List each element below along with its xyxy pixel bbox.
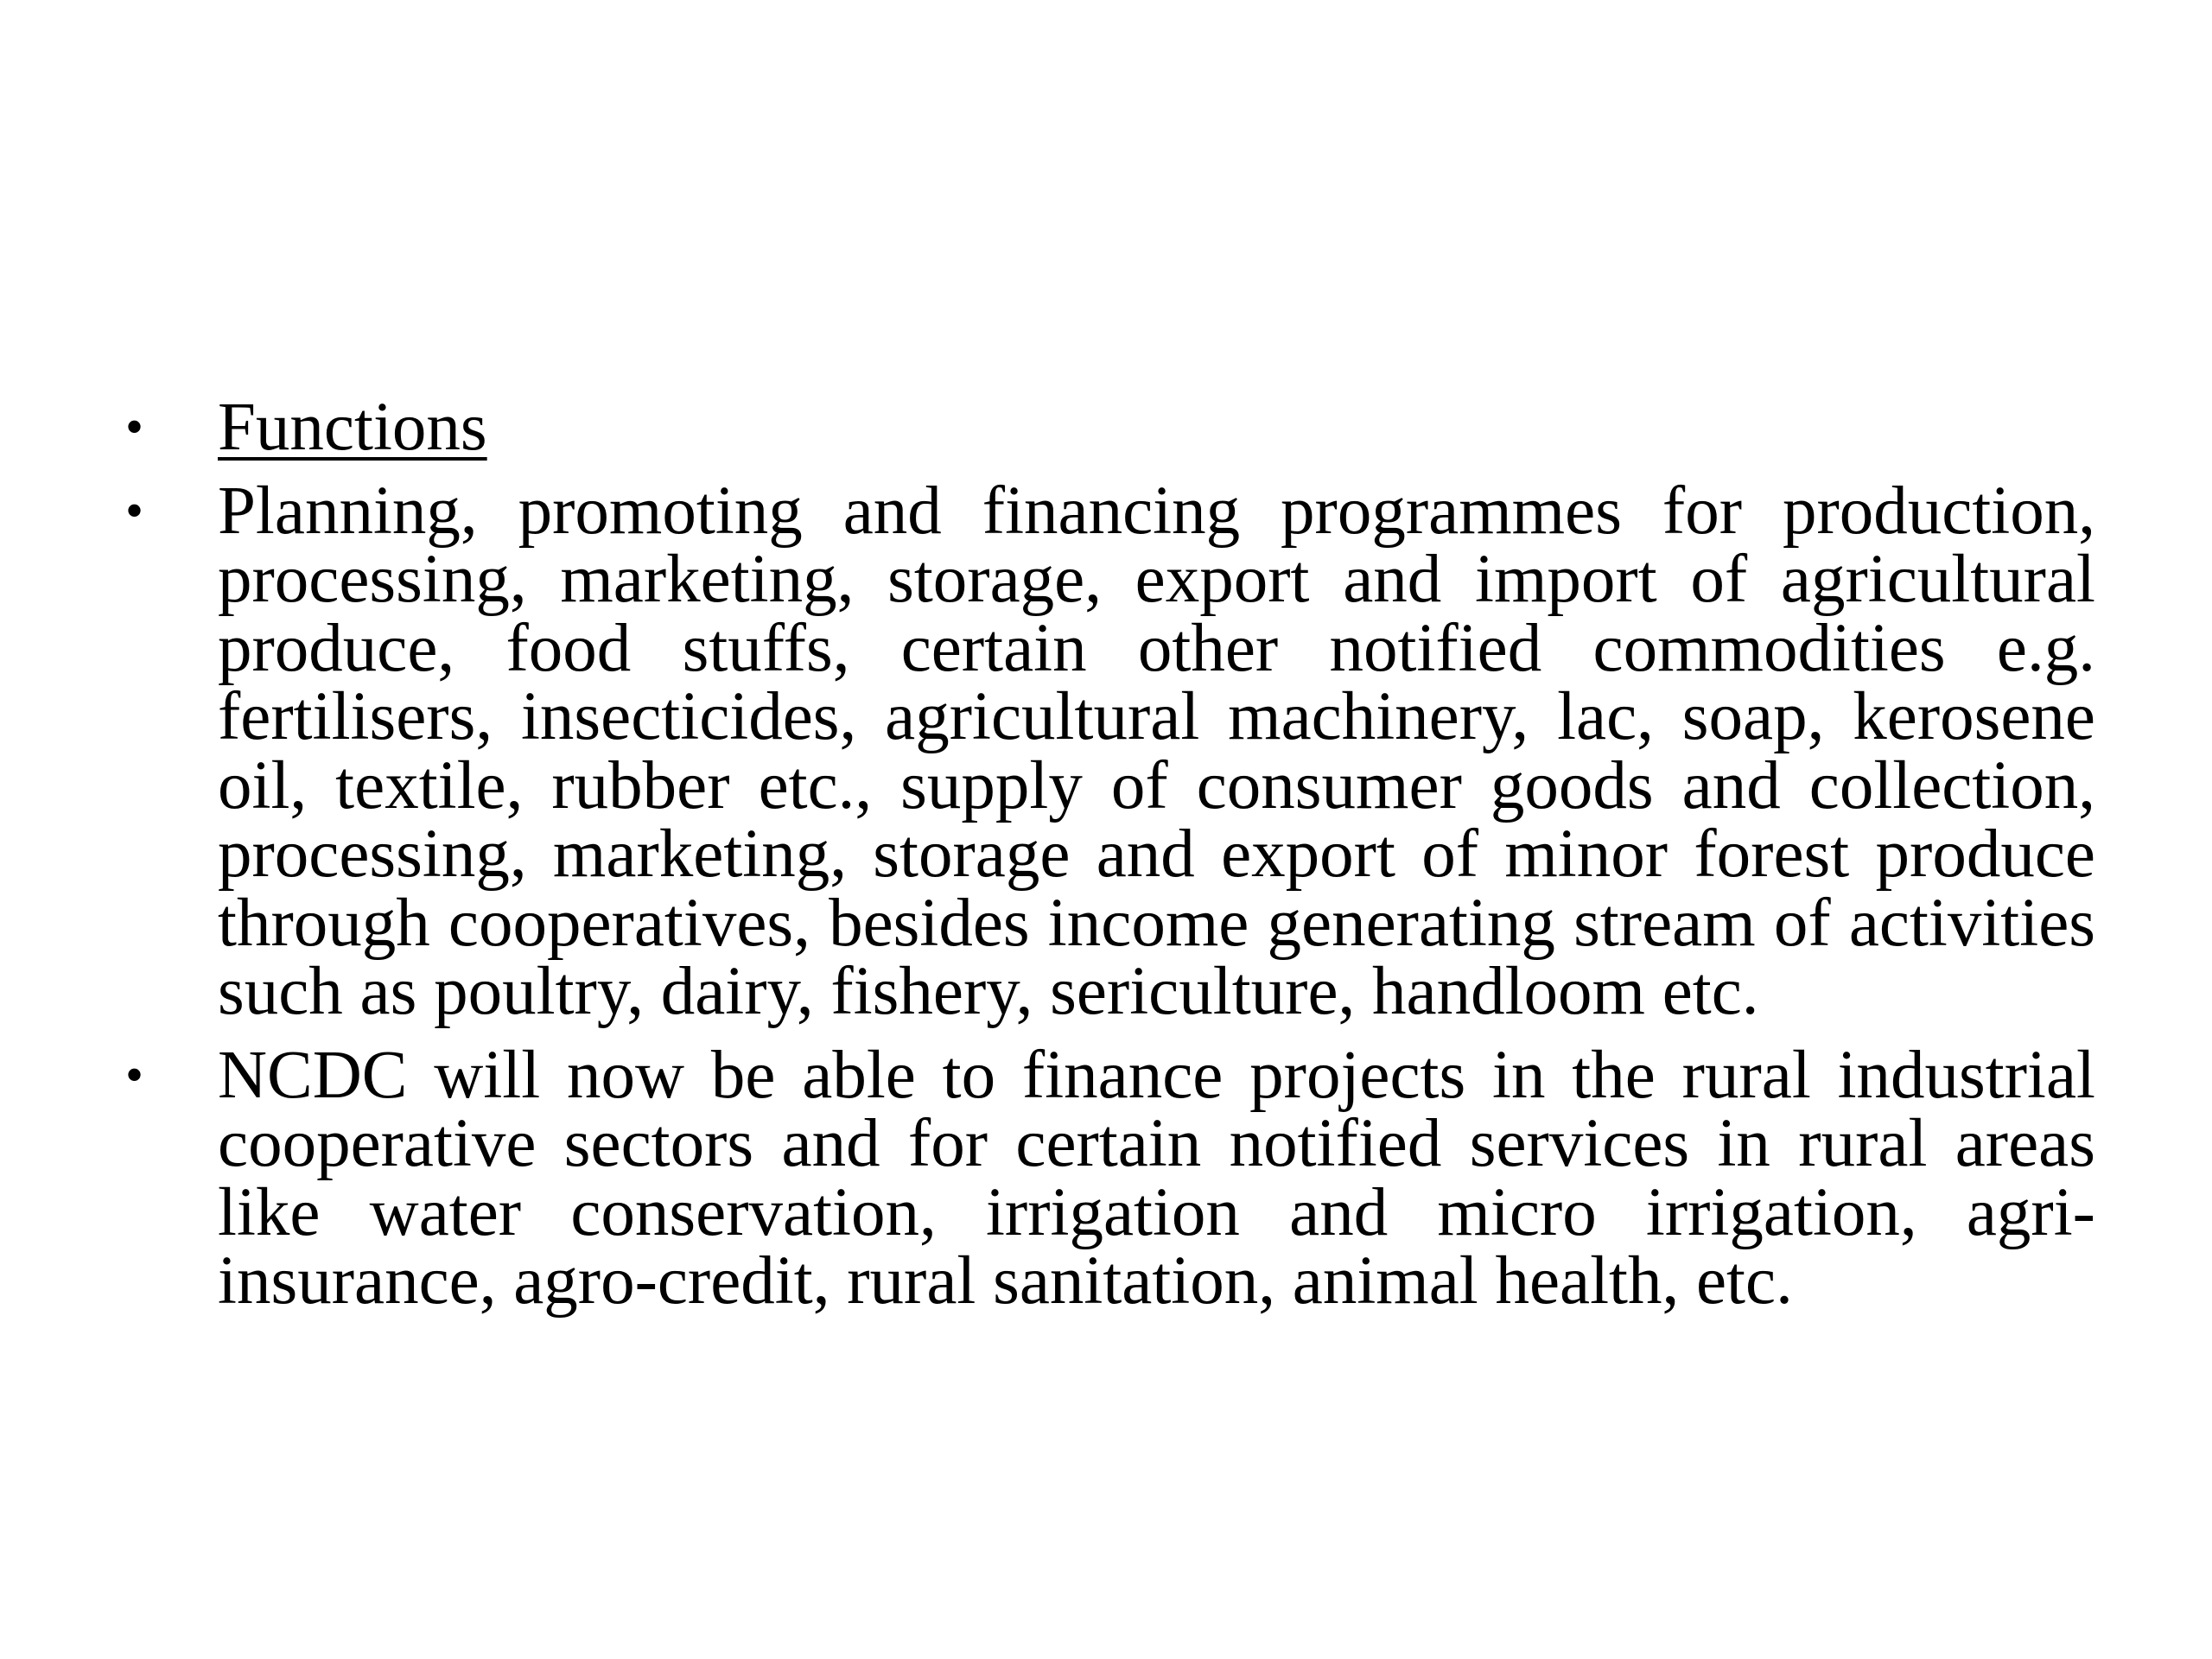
heading-item xyxy=(125,390,2095,465)
list-item xyxy=(125,473,2095,1029)
section-heading: Functions xyxy=(218,390,487,465)
bullet-list xyxy=(125,390,2095,1331)
list-item xyxy=(125,1037,2095,1319)
bullet-dot: • xyxy=(125,481,144,539)
bullet-text: Planning, promoting and financing programmes for production, processing, marketing, storage, export and import of agricultural produce, food stuffs, certain other notified commodities e.g. fertilisers, insecticides, agricultural machinery, lac, soap, kerosene oil, textile, rubber etc., supply of consumer goods and collection, processing, marketing, storage and export of minor forest produce through cooperatives, besides income generating stream of activities such as poultry, dairy, fishery, sericulture, handloom etc. xyxy=(218,473,2095,1029)
bullet-text: NCDC will now be able to finance projects in the rural industrial cooperative sectors and for certain notified services in rural areas like water conservation, irrigation and micro irrigation, agri-insurance, agro-credit, rural sanitation, animal health, etc. xyxy=(218,1037,2095,1319)
bullet-dot: • xyxy=(125,398,144,455)
bullet-dot: • xyxy=(125,1046,144,1103)
